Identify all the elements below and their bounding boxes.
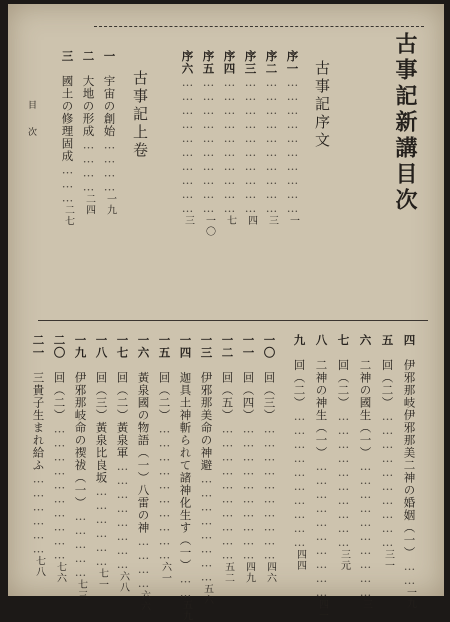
preface-entry: 序六…………………………三 [180,50,195,226]
preface-entry: 序三…………………………四 [243,50,258,226]
toc-entry: 一二 回（五）…………………………五二 [220,334,235,584]
margin-label: 目次 [26,100,36,154]
toc-entry: 五 回（二）…………………………三一 [380,334,395,571]
section-divider [38,320,428,321]
toc-entry: 一四 迦具土神斬られて諸神化生す（一）……五九 [178,334,193,622]
toc-entry: 七 回（二）…………………………三元 [336,334,351,571]
volume1-entry: 二 大地の形成…………二四 [81,50,96,216]
toc-entry: 一〇 回（三）…………………………四六 [262,334,277,584]
preface-entry: 序一…………………………一 [285,50,300,226]
toc-entry: 一七 回（二）黃泉軍……………………六八 [115,334,130,593]
preface-entry: 序四…………………………七 [222,50,237,226]
preface-entry: 序二…………………………三 [264,50,279,226]
toc-entry: 九 回（二）…………………………四四 [292,334,307,571]
book-title: 古事記新講目次 [392,32,418,214]
toc-entry: 二一 三貴子生まれ給ふ………………七八 [31,334,46,578]
toc-entry: 八 二神の神生（一）…………………………四一 [314,334,329,621]
volume1-entry: 三 國土の修理固成………二七 [60,50,75,227]
volume1-entry: 一 宇宙の創始…………一九 [102,50,117,216]
toc-entry: 一五 回（二）…………………………六一 [157,334,172,584]
toc-entry: 一九 伊邪那岐命の禊祓（一）……………七三 [73,334,88,601]
preface-heading: 古事記序文 [313,60,331,150]
volume1-heading: 古事記上卷 [131,70,149,160]
toc-entry: 六 二神の國生（一）…………………………三 [358,334,373,610]
toc-entry: 一六 黃泉國の物語（一）八雷の神…………六六 [136,334,151,612]
preface-entry: 序五…………………………一〇 [201,50,216,237]
toc-entry: 二〇 回（二）…………………………七六 [52,334,67,584]
toc-entry: 一一 回（四）…………………………四九 [241,334,256,584]
toc-page [8,4,444,622]
toc-entry: 四 伊邪那岐伊邪那美二神の婚姻（一）……一九 [402,334,417,609]
toc-entry: 一八 回（三）黃泉比良坂………………七一 [94,334,109,590]
toc-entry: 一三 伊邪那美命の神避……………………五六 [199,334,214,606]
top-rule [94,26,424,27]
